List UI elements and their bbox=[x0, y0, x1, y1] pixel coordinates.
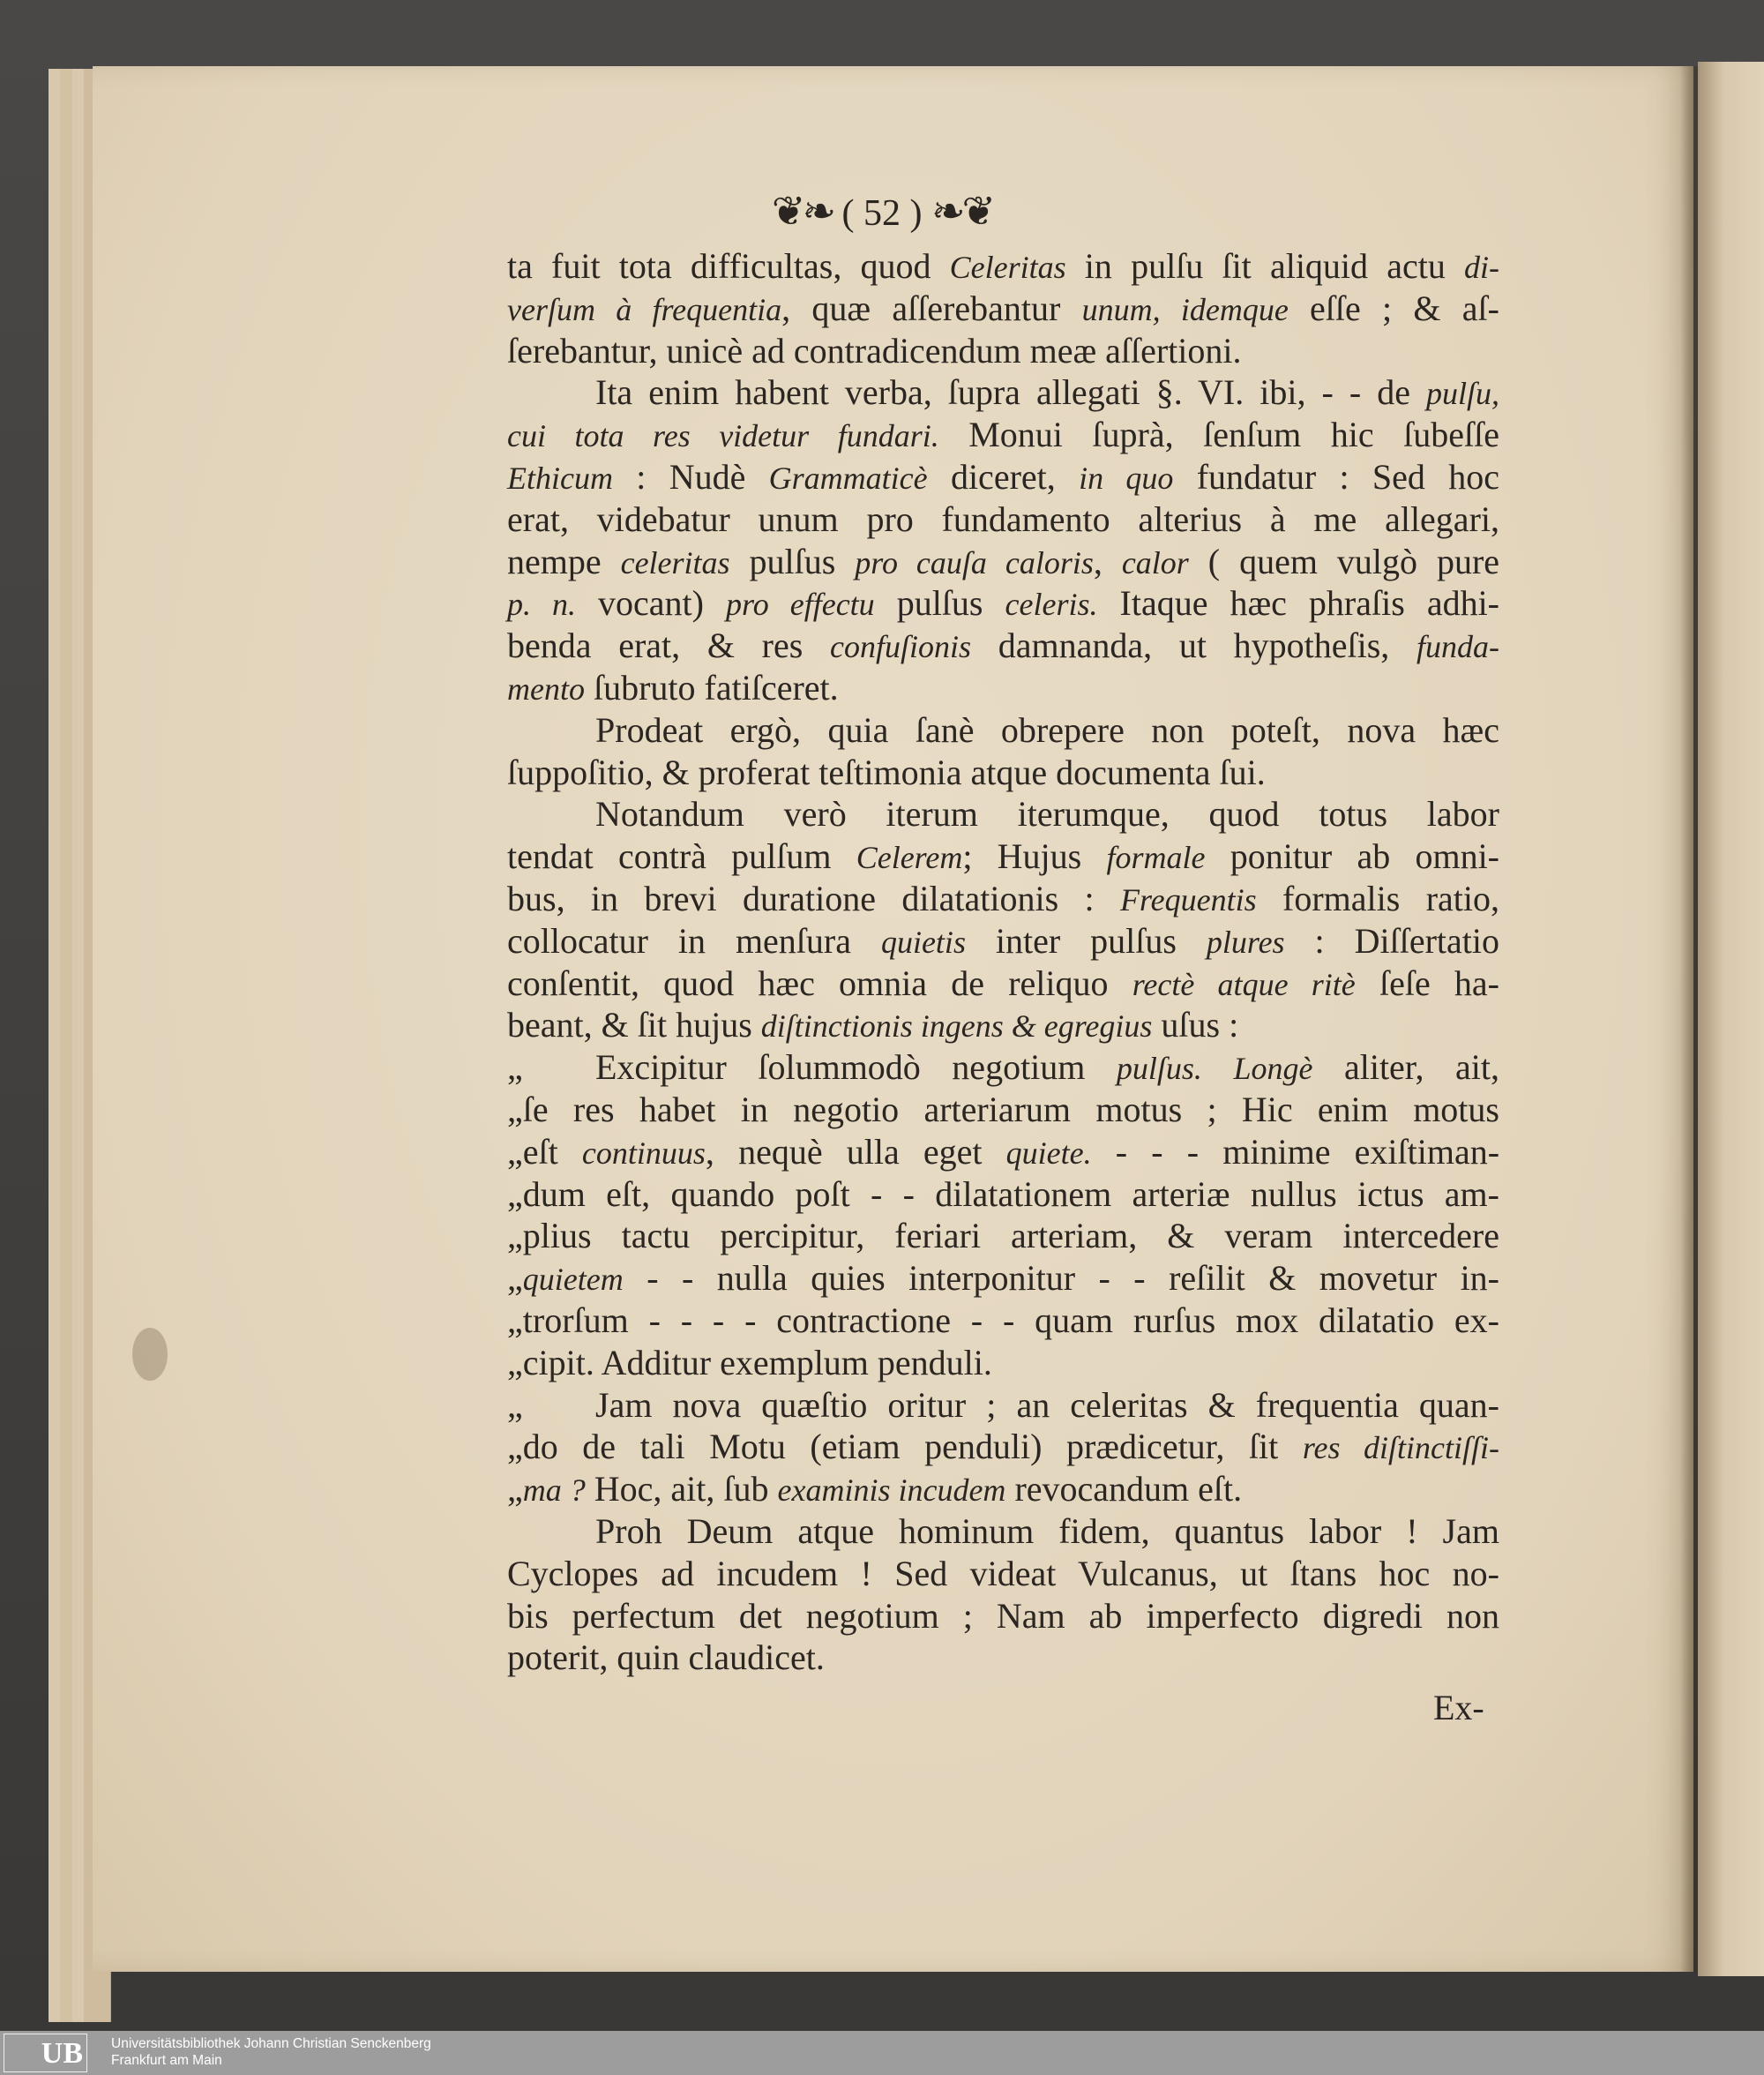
text-line bbox=[507, 1553, 1499, 1595]
italic-run: calor bbox=[1121, 544, 1189, 581]
text-run: pulſus bbox=[874, 583, 1005, 624]
italic-run: quietis bbox=[880, 924, 966, 960]
text-line bbox=[507, 330, 1499, 372]
italic-run: pro effectu bbox=[726, 587, 875, 623]
text-line bbox=[507, 709, 1499, 752]
text-run: - - nulla quies interponitur - - reſilit & movetur in- bbox=[623, 1258, 1499, 1299]
text-run: Itaque hæc phraſis adhi- bbox=[1097, 583, 1500, 624]
text-run: Ita enim habent verba, ſupra allegati §. VI. ibi, - - de bbox=[595, 372, 1426, 413]
text-line bbox=[507, 498, 1499, 541]
quote-mark: „ bbox=[507, 1047, 523, 1088]
text-line bbox=[507, 1300, 1499, 1342]
library-name-line2: Frankfurt am Main bbox=[111, 2053, 222, 2068]
text-run: tendat contrà pulſum bbox=[507, 836, 856, 877]
text-run: collocatur in menſura bbox=[507, 920, 881, 961]
italic-run: cui tota res videtur fundari. bbox=[507, 418, 939, 454]
text-line bbox=[507, 456, 1499, 498]
text-run: ( quem vulgò pure bbox=[1188, 541, 1500, 581]
text-run: revocandum eſt. bbox=[1005, 1469, 1243, 1509]
text-run: „eſt bbox=[507, 1131, 582, 1172]
text-run: fundatur : Sed hoc bbox=[1173, 456, 1499, 497]
text-run: ſeſe ha- bbox=[1355, 963, 1499, 1003]
italic-run: Celerem bbox=[856, 840, 963, 876]
text-line bbox=[507, 1046, 1499, 1089]
text-line bbox=[507, 1510, 1499, 1553]
text-line bbox=[507, 288, 1499, 330]
library-footer bbox=[0, 2031, 1764, 2075]
ornament-left-icon: ❦❧ bbox=[771, 189, 833, 234]
text-run: bis perfectum det negotium ; Nam ab imperfecto digredi non bbox=[507, 1595, 1499, 1636]
text-run: , quæ aſſerebantur bbox=[781, 288, 1082, 328]
italic-run: diſtinctionis ingens & egregius bbox=[760, 1008, 1153, 1045]
text-run: - - - minime exiſtiman- bbox=[1091, 1131, 1500, 1172]
text-run: damnanda, ut hypotheſis, bbox=[971, 625, 1416, 666]
text-line bbox=[507, 1089, 1499, 1131]
text-line bbox=[507, 1595, 1499, 1637]
library-name bbox=[111, 2035, 431, 2069]
text-line bbox=[507, 752, 1499, 794]
italic-run: pro cauſa caloris bbox=[855, 544, 1094, 581]
text-line bbox=[507, 667, 1499, 709]
page-text bbox=[507, 245, 1499, 1679]
text-run: , nequè ulla eget bbox=[705, 1131, 1006, 1172]
italic-run: funda- bbox=[1416, 629, 1499, 665]
text-line bbox=[507, 371, 1499, 414]
library-name-line1: Universitätsbibliothek Johann Christian Senckenberg bbox=[111, 2036, 431, 2051]
italic-run: quiete. bbox=[1005, 1135, 1092, 1171]
text-run: erat, videbatur unum pro fundamento alterius à me allegari, bbox=[507, 498, 1499, 539]
quote-mark: „ bbox=[507, 1384, 523, 1425]
text-line bbox=[507, 245, 1499, 288]
italic-run: Longè bbox=[1233, 1051, 1313, 1087]
italic-run: confuſionis bbox=[830, 629, 972, 665]
text-line bbox=[507, 1637, 1499, 1679]
text-run: Excipitur ſolummodò negotium bbox=[595, 1047, 1117, 1088]
text-run: , bbox=[1093, 541, 1122, 581]
catchword: Ex- bbox=[1433, 1688, 1484, 1727]
text-run: pulſus bbox=[729, 541, 856, 581]
text-line bbox=[507, 582, 1499, 625]
text-run: formalis ratio, bbox=[1256, 878, 1499, 918]
text-run: ſerebantur, unicè ad contradicendum meæ aſſertioni. bbox=[507, 330, 1242, 371]
text-line bbox=[507, 1131, 1499, 1173]
text-run: in pulſu ſit aliquid actu bbox=[1065, 246, 1464, 286]
text-run bbox=[1202, 1047, 1234, 1087]
text-line bbox=[507, 1468, 1499, 1510]
text-run: „plius tactu percipitur, feriari arteriam, & veram intercedere bbox=[507, 1216, 1499, 1256]
italic-run: celeritas bbox=[620, 544, 730, 581]
text-line bbox=[507, 1004, 1499, 1046]
italic-run: examinis incudem bbox=[777, 1472, 1006, 1509]
page-number: ( 52 ) bbox=[841, 193, 923, 234]
italic-run: mento bbox=[507, 670, 585, 707]
text-run: „ſe res habet in negotio arteriarum motus ; Hic enim motus bbox=[507, 1089, 1499, 1129]
text-run: uſus : bbox=[1152, 1005, 1239, 1045]
ink-smudge bbox=[132, 1328, 168, 1381]
text-run: Cyclopes ad incudem ! Sed videat Vulcanus, ut ſtans hoc no- bbox=[507, 1553, 1499, 1593]
italic-run: continuus bbox=[581, 1135, 706, 1171]
italic-run: rectè atque ritè bbox=[1132, 966, 1356, 1002]
text-run: vocant) bbox=[576, 583, 727, 624]
text-line bbox=[507, 541, 1499, 583]
text-run: „dum eſt, quando poſt - - dilatationem arteriæ nullus ictus am- bbox=[507, 1173, 1499, 1214]
italic-run: plures bbox=[1206, 924, 1285, 960]
text-run: beant, & ſit hujus bbox=[507, 1005, 761, 1045]
text-run: poterit, quin claudicet. bbox=[507, 1637, 825, 1678]
text-run: Jam nova quæſtio oritur ; an celeritas & frequentia quan- bbox=[595, 1384, 1499, 1425]
italic-run: ma ? bbox=[522, 1472, 586, 1509]
text-line bbox=[507, 1426, 1499, 1468]
facing-page bbox=[1698, 62, 1764, 1976]
italic-run: Ethicum bbox=[507, 460, 613, 496]
text-line bbox=[507, 414, 1499, 456]
italic-run: formale bbox=[1106, 840, 1206, 876]
text-line bbox=[507, 963, 1499, 1005]
text-run: ta fuit tota difficultas, quod bbox=[507, 246, 950, 286]
text-run: ſubruto fatiſceret. bbox=[584, 667, 839, 708]
text-line bbox=[507, 1257, 1499, 1300]
text-run: Proh Deum atque hominum fidem, quantus labor ! Jam bbox=[595, 1510, 1499, 1551]
text-run: conſentit, quod hæc omnia de reliquo bbox=[507, 963, 1132, 1003]
text-run: Prodeat ergò, quia ſanè obrepere non poteſt, nova hæc bbox=[595, 709, 1499, 750]
text-run: ſuppoſitio, & proferat teſtimonia atque documenta ſui. bbox=[507, 752, 1266, 792]
library-logo bbox=[4, 2034, 87, 2072]
text-run: „cipit. Additur exemplum penduli. bbox=[507, 1342, 992, 1382]
text-run: benda erat, & res bbox=[507, 625, 831, 666]
text-run: : Diſſertatio bbox=[1284, 920, 1499, 961]
text-run: diceret, bbox=[927, 456, 1080, 497]
italic-run: celeris. bbox=[1005, 587, 1098, 623]
logo-text: UB bbox=[41, 2037, 83, 2070]
text-run: „ bbox=[507, 1469, 523, 1509]
italic-run: di- bbox=[1464, 250, 1499, 285]
text-run: inter pulſus bbox=[965, 920, 1207, 961]
ornament-right-icon: ❧❦ bbox=[931, 189, 993, 234]
italic-run: verſum à frequentia bbox=[507, 291, 782, 327]
italic-run: Frequentis bbox=[1120, 881, 1257, 918]
italic-run: unum, idemque bbox=[1081, 291, 1289, 327]
text-line bbox=[507, 1215, 1499, 1257]
text-run: nempe bbox=[507, 541, 621, 581]
text-run: „trorſum - - - - contractione - - quam rurſus mox dilatatio ex- bbox=[507, 1300, 1499, 1340]
italic-run: p. n. bbox=[507, 587, 577, 623]
text-line bbox=[507, 1342, 1499, 1384]
italic-run: pulſus. bbox=[1116, 1051, 1202, 1087]
italic-run: pulſu, bbox=[1425, 376, 1499, 412]
italic-run: in quo bbox=[1079, 460, 1174, 496]
text-run: aliter, ait, bbox=[1312, 1047, 1500, 1088]
italic-run: res diſtinctiſſi- bbox=[1302, 1430, 1499, 1466]
text-run: bus, in brevi duratione dilatationis : bbox=[507, 878, 1121, 918]
text-line bbox=[507, 625, 1499, 667]
text-run: eſſe ; & aſ- bbox=[1288, 288, 1499, 328]
text-run: „do de tali Motu (etiam penduli) prædicetur, ſit bbox=[507, 1427, 1303, 1467]
text-run: ponitur ab omni- bbox=[1205, 836, 1499, 877]
page-header bbox=[0, 187, 1764, 235]
text-run: „ bbox=[507, 1258, 523, 1299]
text-line bbox=[507, 835, 1499, 878]
text-run: : Nudè bbox=[612, 456, 769, 497]
text-run: Hoc, ait, ſub bbox=[585, 1469, 778, 1509]
text-line bbox=[507, 793, 1499, 835]
text-run: Notandum verò iterum iterumque, quod totus labor bbox=[595, 794, 1499, 835]
text-line bbox=[507, 1384, 1499, 1427]
gutter-shadow bbox=[1680, 66, 1700, 1972]
text-line bbox=[507, 920, 1499, 963]
text-run: ; Hujus bbox=[962, 836, 1107, 877]
italic-run: quietem bbox=[522, 1262, 624, 1298]
italic-run: Grammaticè bbox=[768, 460, 928, 496]
text-run: Monui ſuprà, ſenſum hic ſubeſſe bbox=[938, 415, 1499, 455]
italic-run: Celeritas bbox=[949, 250, 1066, 285]
text-line bbox=[507, 878, 1499, 920]
text-line bbox=[507, 1173, 1499, 1216]
